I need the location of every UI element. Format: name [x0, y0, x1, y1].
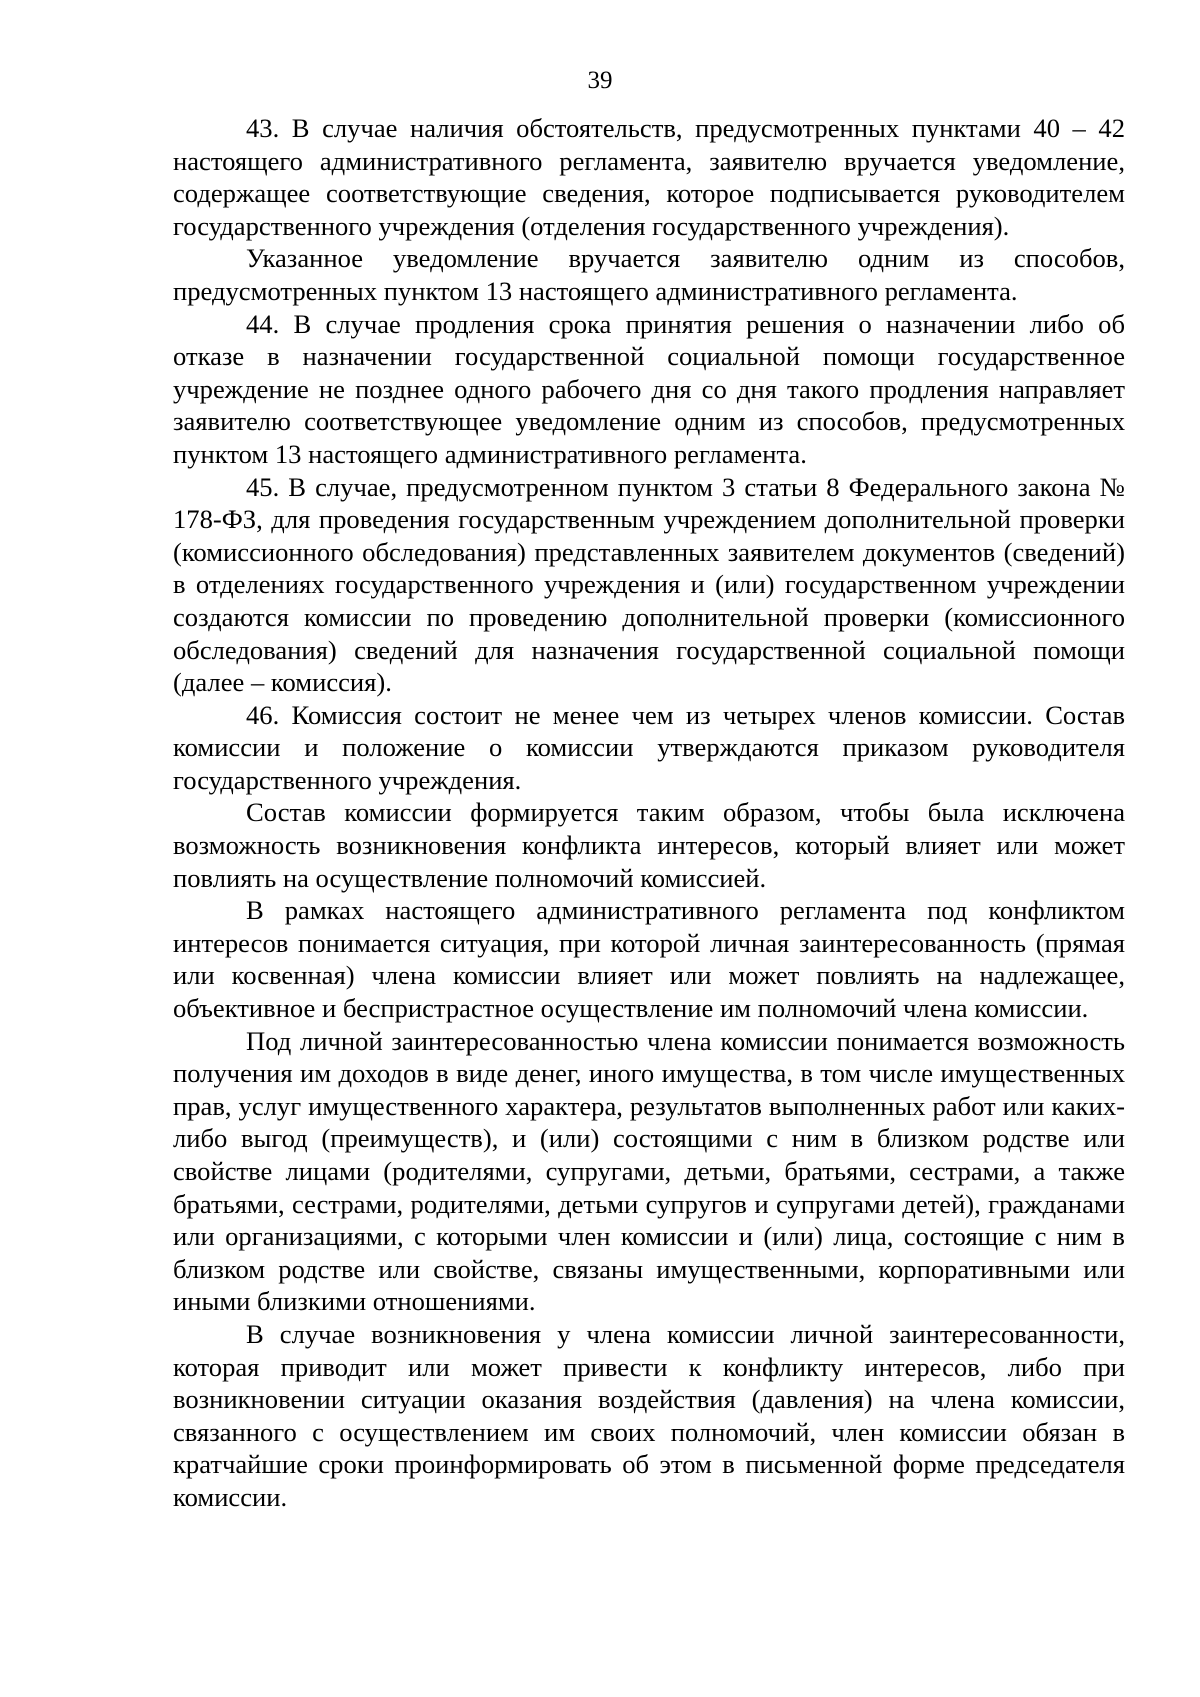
paragraph-43: 43. В случае наличия обстоятельств, предусмотренных пунктами 40 – 42 настоящего административного регламента, заявителю вручается уведомление, содержащее соответствующие сведения, которое подписывается руководителем государственного учреждения (отделения государственного учреждения). [173, 113, 1125, 241]
paragraph-notice-delivery: Указанное уведомление вручается заявителю одним из способов, предусмотренных пунктом 13 настоящего административного регламента. [173, 243, 1125, 306]
paragraph-conflict-of-interest: В рамках настоящего административного регламента под конфликтом интересов понимается ситуация, при которой личная заинтересованность (прямая или косвенная) члена комиссии влияет или может повлиять на надлежащее, объективное и беспристрастное осуществление им полномочий члена комиссии. [173, 895, 1125, 1024]
paragraph-44: 44. В случае продления срока принятия решения о назначении либо об отказе в назначении государственной социальной помощи государственное учреждение не позднее одного рабочего дня со дня такого продления направляет заявителю соответствующее уведомление одним из способов, предусмотренных пунктом 13 настоящего административного регламента. [173, 308, 1125, 469]
paragraph-commission-composition: Состав комиссии формируется таким образом, чтобы была исключена возможность возникновения конфликта интересов, который влияет или может повлиять на осуществление полномочий комиссией. [173, 797, 1125, 893]
paragraph-45: 45. В случае, предусмотренном пунктом 3 статьи 8 Федерального закона № 178-ФЗ, для проведения государственным учреждением дополнительной проверки (комиссионного обследования) представленных заявителем документов (сведений) в отделениях государственного учреждения и (или) государственном учреждении создаются комиссии по проведению дополнительной проверки (комиссионного обследования) сведений для назначения государственной социальной помощи (далее – комиссия). [173, 471, 1125, 698]
page-number: 39 [587, 67, 613, 94]
paragraph-46: 46. Комиссия состоит не менее чем из четырех членов комиссии. Состав комиссии и положение о комиссии утверждаются приказом руководителя государственного учреждения. [173, 699, 1125, 795]
document-body [173, 112, 1125, 1514]
paragraph-personal-interest: Под личной заинтересованностью члена комиссии понимается возможность получения им доходов в виде денег, иного имущества, в том числе имущественных прав, услуг имущественного характера, результатов выполненных работ или каких-либо выгод (преимуществ), и (или) состоящими с ним в близком родстве или свойстве лицами (родителями, супругами, детьми, братьями, сестрами, а также братьями, сестрами, родителями, детьми супругов и супругами детей), гражданами или организациями, с которыми член комиссии и (или) лица, состоящие с ним в близком родстве или свойстве, связаны имущественными, корпоративными или иными близкими отношениями. [173, 1025, 1125, 1317]
paragraph-duty-to-inform: В случае возникновения у члена комиссии личной заинтересованности, которая приводит или может привести к конфликту интересов, либо при возникновении ситуации оказания воздействия (давления) на члена комиссии, связанного с осуществлением им своих полномочий, член комиссии обязан в кратчайшие сроки проинформировать об этом в письменной форме председателя комиссии. [173, 1318, 1125, 1512]
